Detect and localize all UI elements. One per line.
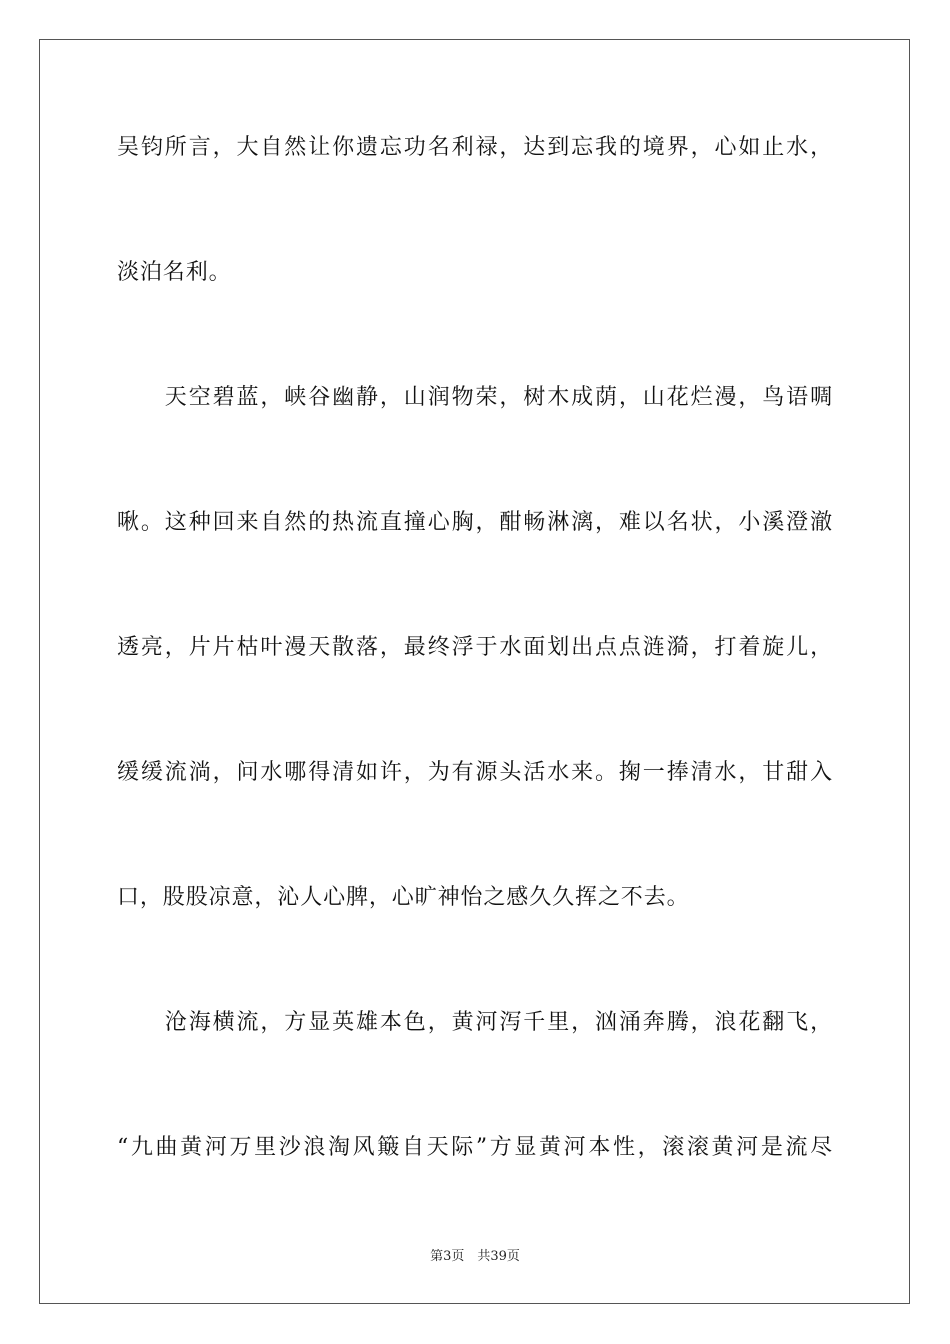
body-text-line: 透亮，片片枯叶漫天散落，最终浮于水面划出点点涟漪，打着旋儿，	[117, 635, 833, 660]
body-text-line: 淡泊名利。	[117, 260, 232, 285]
page-number-footer: 第3页 共39页	[430, 1249, 520, 1264]
body-text-line: 啾。这种回来自然的热流直撞心胸，酣畅淋漓，难以名状，小溪澄澈	[117, 510, 833, 535]
body-text-line: 缓缓流淌，问水哪得清如许，为有源头活水来。掬一捧清水，甘甜入	[117, 760, 833, 785]
body-text-line: 天空碧蓝，峡谷幽静，山润物荣，树木成荫，山花烂漫，鸟语啁	[117, 385, 833, 410]
body-text-line: 沧海横流，方显英雄本色，黄河泻千里，汹涌奔腾，浪花翻飞，	[117, 1010, 833, 1035]
page-border	[39, 39, 910, 1304]
body-text-line: 口，股股凉意，沁人心脾，心旷神怡之感久久挥之不去。	[117, 885, 690, 910]
body-text-line: “九曲黄河万里沙浪淘风簸自天际”方显黄河本性，滚滚黄河是流尽	[117, 1135, 833, 1160]
body-text-line: 吴钧所言，大自然让你遗忘功名利禄，达到忘我的境界，心如止水，	[117, 135, 833, 160]
